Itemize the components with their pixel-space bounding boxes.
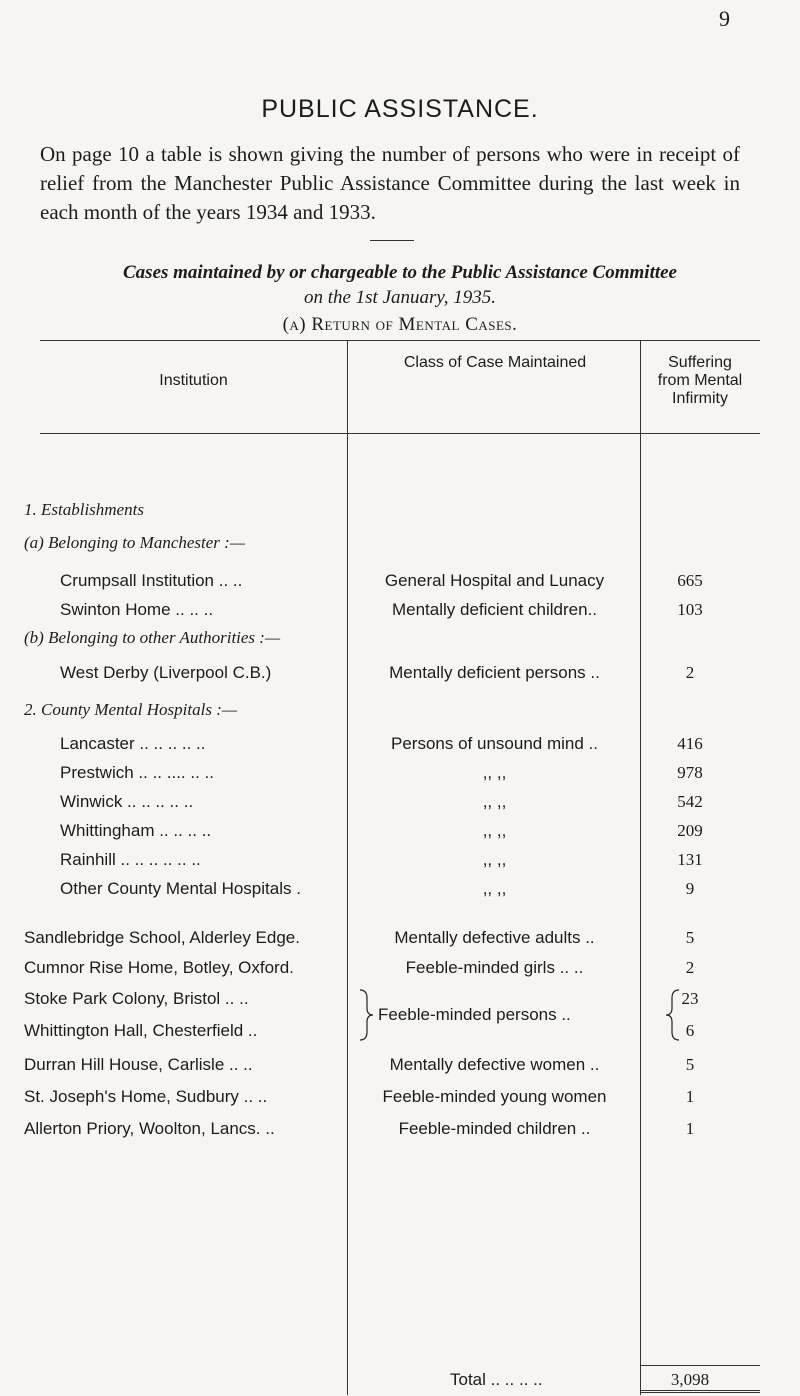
right-brace [357, 988, 375, 1042]
row-institution: Cumnor Rise Home, Botley, Oxford. [24, 958, 294, 977]
row-institution: Swinton Home .. .. .. [60, 600, 214, 619]
row-count: 2 [685, 663, 695, 682]
row-institution: Durran Hill House, Carlisle .. .. [24, 1055, 253, 1074]
ditto-mark: ,, ,, [482, 850, 507, 869]
row-institution: Whittingham .. .. .. .. [60, 821, 212, 840]
table-header-rule [40, 433, 760, 434]
intro-paragraph: On page 10 a table is shown giving the number of persons who were in receipt of relief from the Manchester Public Assistance Committee during the last week in each month of the years 1934 and 1933. [40, 142, 740, 224]
row-count: 542 [677, 792, 703, 811]
ditto-mark: ,, ,, [482, 821, 507, 840]
row-class: Mentally deficient children.. [391, 600, 598, 619]
row-count: 1 [685, 1119, 695, 1138]
row-class: Feeble-minded girls .. .. [405, 958, 584, 977]
row-institution: Prestwich .. .. .... .. .. [60, 763, 214, 782]
table-top-rule [40, 340, 760, 341]
ditto-mark: ,, ,, [482, 763, 507, 782]
total-value: 3,098 [670, 1370, 710, 1389]
caption-line-2: on the 1st January, 1935. [303, 287, 497, 308]
row-count: 665 [677, 571, 703, 590]
header-class-of-case: Class of Case Maintained [403, 354, 587, 371]
row-class: Mentally defective adults .. [394, 928, 595, 947]
header-institution: Institution [159, 372, 228, 389]
row-count: 103 [677, 600, 703, 619]
ditto-mark: ,, ,, [482, 879, 507, 898]
row-institution: West Derby (Liverpool C.B.) [60, 663, 272, 682]
row-count: 209 [677, 821, 703, 840]
ditto-mark: ,, ,, [482, 792, 507, 811]
row-class: Feeble-minded young women [382, 1087, 607, 1106]
row-class: Mentally deficient persons .. [389, 663, 600, 682]
row-count: 416 [677, 734, 703, 753]
caption-line-1: Cases maintained by or chargeable to the Public Assistance Committee [123, 262, 677, 283]
section-county-mental-hospitals: 2. County Mental Hospitals :— [24, 700, 237, 719]
page-number: 9 [719, 6, 730, 31]
total-bottom-rule [641, 1390, 760, 1393]
row-count: 2 [685, 958, 695, 977]
row-count: 9 [685, 879, 695, 898]
row-count: 1 [685, 1087, 695, 1106]
row-institution: Whittington Hall, Chesterfield .. [24, 1021, 258, 1040]
subsection-other-authorities: (b) Belonging to other Authorities :— [24, 628, 281, 647]
row-institution: Allerton Priory, Woolton, Lancs. .. [24, 1119, 275, 1138]
row-class: Feeble-minded persons .. [378, 1005, 571, 1024]
row-class: Persons of unsound mind .. [391, 734, 598, 753]
row-count: 5 [685, 1055, 695, 1074]
row-institution: Sandlebridge School, Alderley Edge. [24, 928, 300, 947]
header-suffering: Suffering from Mental Infirmity [657, 354, 743, 407]
row-count: 131 [677, 850, 703, 869]
row-count: 6 [685, 1021, 695, 1040]
total-top-rule [641, 1365, 760, 1366]
row-institution: Stoke Park Colony, Bristol .. .. [24, 989, 249, 1008]
row-count: 5 [685, 928, 695, 947]
row-institution: Lancaster .. .. .. .. .. [60, 734, 206, 753]
total-label: Total .. .. .. .. [450, 1370, 543, 1389]
row-class: General Hospital and Lunacy [384, 571, 605, 590]
row-class: Mentally defective women .. [389, 1055, 600, 1074]
row-institution: Crumpsall Institution .. .. [60, 571, 243, 590]
row-institution: Other County Mental Hospitals . [60, 879, 301, 898]
caption-line-3: (a) Return of Mental Cases. [282, 314, 518, 335]
row-count: 23 [681, 989, 699, 1008]
row-institution: St. Joseph's Home, Sudbury .. .. [24, 1087, 268, 1106]
left-brace [664, 988, 682, 1042]
section-title: PUBLIC ASSISTANCE. [261, 95, 539, 123]
row-class: Feeble-minded children .. [398, 1119, 591, 1138]
row-count: 978 [677, 763, 703, 782]
row-institution: Winwick .. .. .. .. .. [60, 792, 194, 811]
subsection-manchester: (a) Belonging to Manchester :— [24, 533, 245, 552]
row-institution: Rainhill .. .. .. .. .. .. [60, 850, 201, 869]
section-establishments: 1. Establishments [24, 500, 144, 519]
divider [370, 240, 414, 241]
